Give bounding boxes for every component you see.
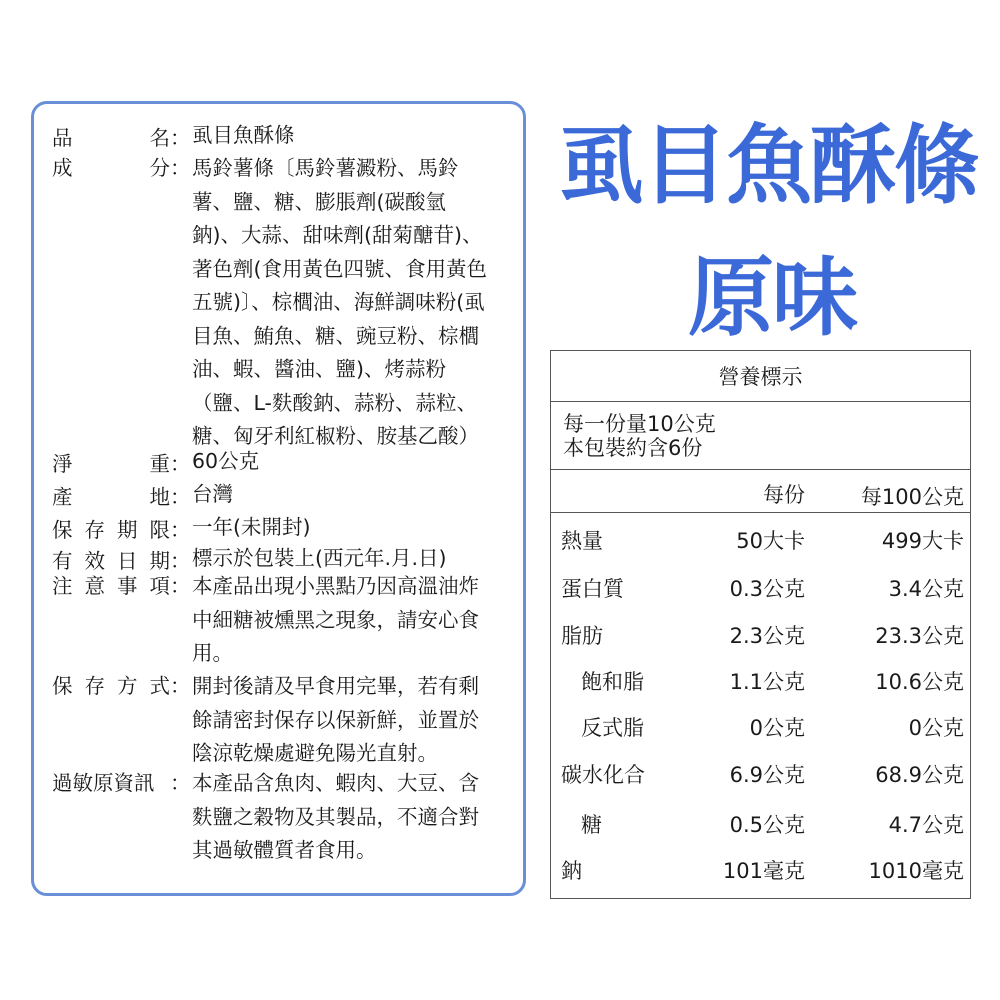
- nutrition-row: [551, 525, 970, 555]
- product-info-box: [31, 101, 526, 896]
- value-allergen: 本產品含魚肉、蝦肉、大豆、含 麩鹽之穀物及其製品，不適合對 其過敏體質者食用。: [192, 771, 479, 862]
- nutrient-per-serving: 50大卡: [736, 529, 805, 553]
- nutrient-per-serving: 6.9公克: [729, 763, 805, 787]
- nutrition-row: [551, 712, 970, 742]
- nutrient-per-serving: 0.3公克: [729, 577, 805, 601]
- nutrient-name: 脂肪: [561, 624, 603, 648]
- nutrition-row: [551, 759, 970, 789]
- label-ingredients: 成 分: [52, 156, 170, 180]
- nutrient-name: 反式脂: [581, 716, 644, 740]
- value-origin: 台灣: [192, 482, 233, 506]
- nutrient-name: 碳水化合: [561, 763, 645, 787]
- nutrient-name: 鈉: [561, 859, 582, 883]
- label-weight: 淨 重: [52, 452, 170, 476]
- value-ingredients: 馬鈴薯條〔馬鈴薯澱粉、馬鈴 薯、鹽、糖、膨脹劑(碳酸氫 鈉)、大蒜、甜味劑(甜菊醣苷)、 著色劑(食用黃色四號、食用黃色 五號)〕、棕櫚油、海鮮調味粉(虱 目魚、鮪魚、糖、豌豆粉、棕櫚 油、蝦、醬油、鹽)、烤蒜粉 （鹽、L-麩酸鈉、蒜粉、蒜粒、 糖、匈牙利紅椒粉、胺基乙酸）: [192, 156, 487, 448]
- label-name: 品 名: [52, 126, 170, 150]
- value-expiry: 標示於包裝上(西元年.月.日): [192, 546, 447, 570]
- nutrition-row: [551, 666, 970, 696]
- value-shelf-life: 一年(未開封): [192, 515, 311, 539]
- info-row-notice: 注 意 事 項 ： 本產品出現小黑點乃因高溫油炸 中細糖被燻黑之現象，請安心食 用。: [52, 570, 512, 671]
- nutrient-per-100g: 499大卡: [881, 529, 964, 553]
- nutrient-name: 飽和脂: [581, 670, 644, 694]
- value-storage: 開封後請及早食用完畢，若有剩 餘請密封保存以保新鮮，並置於 陰涼乾燥處避免陽光直射。: [192, 674, 479, 765]
- value-name: 虱目魚酥條: [192, 123, 295, 147]
- nutrition-row: [551, 573, 970, 603]
- nutrition-title: 營養標示: [551, 351, 970, 402]
- value-weight: 60公克: [192, 449, 260, 473]
- info-row-weight: 淨 重 ： 60公克: [52, 447, 512, 477]
- info-row-ingredients: 成 分 ： 馬鈴薯條〔馬鈴薯澱粉、馬鈴 薯、鹽、糖、膨脹劑(碳酸氫 鈉)、大蒜、甜味劑(甜菊醣苷)、 著色劑(食用黃色四號、食用黃色 五號)〕、棕櫚油、海鮮調味粉(虱 目魚、鮪魚、糖、豌豆粉、棕櫚 油、蝦、醬油、鹽)、烤蒜粉 （鹽、L-麩酸鈉、蒜粉、蒜粒、 糖、匈牙利紅椒粉、胺基乙酸）: [52, 152, 512, 454]
- label-notice: 注 意 事 項: [52, 574, 170, 598]
- nutrition-row: [551, 809, 970, 839]
- nutrient-per-serving: 0公克: [749, 716, 805, 740]
- flavor-title: 原味: [688, 248, 856, 348]
- nutrient-per-100g: 3.4公克: [888, 577, 964, 601]
- nutrition-row: [551, 855, 970, 885]
- info-row-storage: 保 存 方 式 ： 開封後請及早食用完畢，若有剩 餘請密封保存以保新鮮，並置於 陰涼乾燥處避免陽光直射。: [52, 670, 512, 771]
- nutrient-per-serving: 1.1公克: [729, 670, 805, 694]
- serving-size: 每一份量10公克: [563, 412, 716, 436]
- label-shelf-life: 保 存 期 限: [52, 518, 170, 542]
- nutrient-per-serving: 0.5公克: [729, 813, 805, 837]
- nutrient-per-serving: 101毫克: [722, 859, 805, 883]
- label-storage: 保 存 方 式: [52, 674, 170, 698]
- nutrient-per-100g: 23.3公克: [875, 624, 964, 648]
- nutrient-per-100g: 1010毫克: [868, 859, 964, 883]
- value-notice: 本產品出現小黑點乃因高溫油炸 中細糖被燻黑之現象，請安心食 用。: [192, 574, 479, 665]
- info-row-expiry: 有 效 日 期 ： 標示於包裝上(西元年.月.日): [52, 544, 512, 574]
- nutrient-name: 蛋白質: [561, 577, 624, 601]
- nutrition-table: [550, 350, 971, 899]
- info-row-origin: 產 地 ： 台灣: [52, 480, 512, 510]
- product-title: 虱目魚酥條: [558, 116, 978, 216]
- nutrient-per-100g: 10.6公克: [875, 670, 964, 694]
- label-expiry: 有 效 日 期: [52, 549, 170, 573]
- label-allergen: 過敏原資訊: [52, 771, 155, 795]
- servings-per-package: 本包裝約含6份: [563, 436, 703, 460]
- info-row-shelf-life: 保 存 期 限 ： 一年(未開封): [52, 513, 512, 543]
- serving-info: [551, 402, 970, 470]
- nutrient-name: 糖: [581, 813, 602, 837]
- header-per-100g: 每100公克: [860, 485, 964, 509]
- nutrition-row: [551, 620, 970, 650]
- label-origin: 產 地: [52, 485, 170, 509]
- info-row-allergen: 過敏原資訊 ： 本產品含魚肉、蝦肉、大豆、含 麩鹽之穀物及其製品，不適合對 其過敏體質者食用。: [52, 767, 512, 868]
- nutrient-per-100g: 0公克: [908, 716, 964, 740]
- nutrient-name: 熱量: [561, 529, 603, 553]
- header-per-serving: 每份: [763, 483, 805, 507]
- nutrient-per-serving: 2.3公克: [729, 624, 805, 648]
- nutrition-header: [551, 470, 970, 513]
- nutrient-per-100g: 4.7公克: [888, 813, 964, 837]
- info-row-name: 品 名 ： 虱目魚酥條: [52, 121, 512, 151]
- nutrient-per-100g: 68.9公克: [875, 763, 964, 787]
